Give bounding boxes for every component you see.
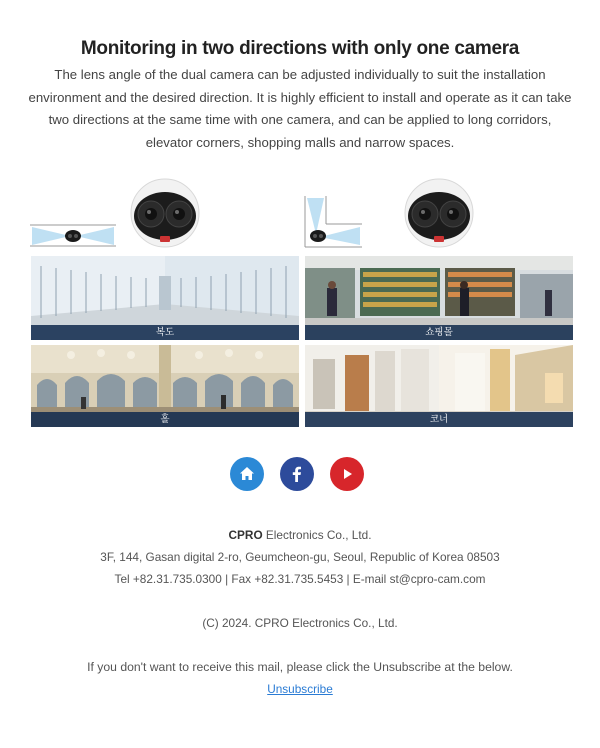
company-name-rest: Electronics Co., Ltd.: [265, 528, 372, 542]
corner-direction-diagram: [304, 196, 362, 248]
gallery-tile-shopping-mall: [305, 256, 573, 340]
dual-camera-image: [128, 178, 202, 248]
tile-caption: 홀: [31, 412, 299, 427]
copyright: (C) 2024. CPRO Electronics Co., Ltd.: [202, 616, 398, 630]
company-name: [0, 528, 600, 542]
headline-title: Monitoring in two directions with only one camera: [80, 38, 520, 59]
unsubscribe-row: [0, 682, 600, 696]
facebook-link-button[interactable]: [280, 457, 314, 491]
company-contact: Tel +82.31.735.0300 | Fax +82.31.735.5453 | E-mail st@cpro-cam.com: [114, 572, 486, 586]
youtube-icon: [338, 465, 356, 483]
youtube-link-button[interactable]: [330, 457, 364, 491]
home-icon: [238, 465, 256, 483]
gallery-tile-corridor: [31, 256, 299, 340]
unsubscribe-note: If you don't want to receive this mail, please click the Unsubscribe at the below.: [87, 660, 513, 674]
company-address: 3F, 144, Gasan digital 2-ro, Geumcheon-gu, Seoul, Republic of Korea 08503: [100, 550, 500, 564]
home-link-button[interactable]: [230, 457, 264, 491]
dual-camera-image: [402, 178, 476, 248]
gallery-tile-hall: [31, 345, 299, 427]
headline-description: The lens angle of the dual camera can be adjusted individually to suit the installation environment and the desired direction. It is highly efficient to install and operate as it can take two directions at the same time with one camera, and can be applied to long corridors, elevator corners, shopping malls and narrow spaces.: [28, 67, 572, 150]
tile-caption: 복도: [31, 325, 299, 340]
corridor-direction-diagram: [30, 224, 116, 248]
tile-caption: 쇼핑몰: [305, 325, 573, 340]
company-brand: CPRO: [228, 528, 263, 542]
unsubscribe-link[interactable]: Unsubscribe: [267, 682, 333, 696]
tile-caption: 코너: [305, 412, 573, 427]
facebook-icon: [288, 465, 306, 483]
gallery-tile-corner: [305, 345, 573, 427]
